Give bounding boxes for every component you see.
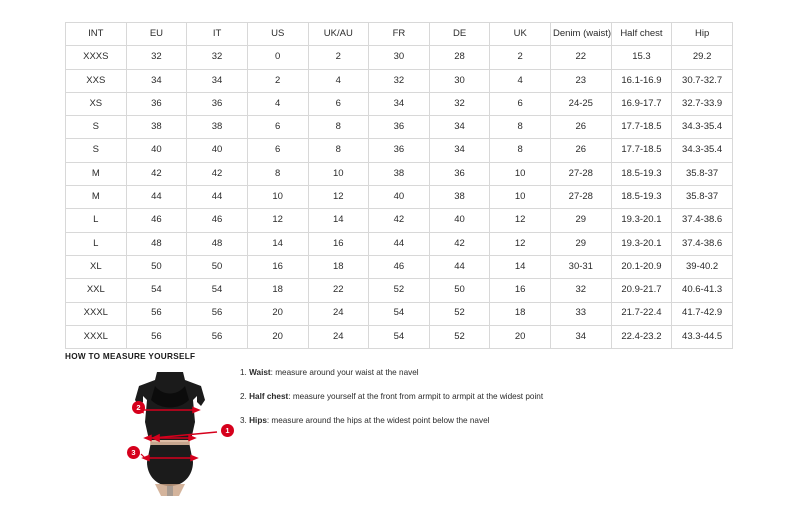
table-cell: 34 [126, 69, 187, 92]
table-cell: 44 [126, 186, 187, 209]
table-header-cell: Hip [672, 23, 733, 46]
table-cell: 19.3-20.1 [611, 209, 672, 232]
table-cell: 27-28 [551, 162, 612, 185]
table-cell: 18 [247, 279, 308, 302]
measure-note [240, 416, 720, 426]
table-cell: S [66, 116, 127, 139]
table-cell: 4 [490, 69, 551, 92]
table-cell: 24 [308, 325, 369, 348]
table-cell: 36 [369, 116, 430, 139]
table-cell: 40 [187, 139, 248, 162]
table-cell: 0 [247, 46, 308, 69]
table-cell: 8 [247, 162, 308, 185]
table-cell: 12 [247, 209, 308, 232]
table-cell: 36 [429, 162, 490, 185]
table-cell: 56 [187, 325, 248, 348]
table-cell: 40.6-41.3 [672, 279, 733, 302]
table-cell: 54 [126, 279, 187, 302]
table-cell: 54 [369, 325, 430, 348]
table-cell: M [66, 162, 127, 185]
table-cell: 16 [308, 232, 369, 255]
table-cell: 10 [247, 186, 308, 209]
table-header-cell: UK/AU [308, 23, 369, 46]
table-header-cell: UK [490, 23, 551, 46]
table-cell: 38 [187, 116, 248, 139]
table-cell: 52 [369, 279, 430, 302]
table-cell: 54 [369, 302, 430, 325]
table-cell: 37.4-38.6 [672, 232, 733, 255]
table-cell: 38 [429, 186, 490, 209]
table-cell: 38 [369, 162, 430, 185]
table-cell: 24 [308, 302, 369, 325]
table-cell: 42 [126, 162, 187, 185]
table-row [66, 325, 733, 348]
measure-note-number: 3. [240, 415, 247, 425]
table-header-cell: IT [187, 23, 248, 46]
table-cell: 34 [429, 139, 490, 162]
badge-hips: 3 [127, 446, 140, 459]
measure-note-text: : measure around the hips at the widest point below the navel [266, 415, 490, 425]
table-cell: XXXL [66, 325, 127, 348]
table-cell: 36 [187, 92, 248, 115]
table-cell: S [66, 139, 127, 162]
table-header-cell: DE [429, 23, 490, 46]
badge-waist: 1 [221, 424, 234, 437]
table-row [66, 279, 733, 302]
table-cell: 33 [551, 302, 612, 325]
table-cell: 41.7-42.9 [672, 302, 733, 325]
table-cell: 30.7-32.7 [672, 69, 733, 92]
table-cell: XXXL [66, 302, 127, 325]
measure-note-text: : measure around your waist at the navel [270, 368, 419, 377]
table-header-cell: US [247, 23, 308, 46]
table-cell: 42 [429, 232, 490, 255]
table-cell: 44 [369, 232, 430, 255]
table-cell: 17.7-18.5 [611, 139, 672, 162]
table-cell: 6 [490, 92, 551, 115]
measure-note-term: Hips [249, 415, 267, 425]
table-cell: XXS [66, 69, 127, 92]
table-cell: 44 [187, 186, 248, 209]
table-cell: 22 [308, 279, 369, 302]
table-cell: 20 [490, 325, 551, 348]
table-cell: 19.3-20.1 [611, 232, 672, 255]
table-row [66, 92, 733, 115]
table-cell: 52 [429, 302, 490, 325]
table-row [66, 209, 733, 232]
table-cell: 50 [126, 255, 187, 278]
table-cell: 6 [308, 92, 369, 115]
table-cell: 23 [551, 69, 612, 92]
table-cell: 40 [126, 139, 187, 162]
measure-notes [240, 368, 720, 440]
size-table-header [66, 23, 733, 46]
table-cell: 36 [126, 92, 187, 115]
table-cell: 26 [551, 139, 612, 162]
table-cell: 35.8-37 [672, 162, 733, 185]
table-cell: 29.2 [672, 46, 733, 69]
table-cell: 26 [551, 116, 612, 139]
table-cell: 32 [369, 69, 430, 92]
badge-half-chest: 2 [132, 401, 145, 414]
table-cell: M [66, 186, 127, 209]
table-cell: 12 [490, 209, 551, 232]
table-cell: 16.9-17.7 [611, 92, 672, 115]
table-cell: 24-25 [551, 92, 612, 115]
table-cell: 48 [187, 232, 248, 255]
table-cell: 18.5-19.3 [611, 162, 672, 185]
table-cell: L [66, 209, 127, 232]
table-row [66, 46, 733, 69]
table-row [66, 232, 733, 255]
table-cell: 37.4-38.6 [672, 209, 733, 232]
table-cell: 30 [429, 69, 490, 92]
table-row [66, 116, 733, 139]
table-cell: 42 [369, 209, 430, 232]
table-cell: 8 [308, 116, 369, 139]
table-cell: 29 [551, 209, 612, 232]
table-cell: 34.3-35.4 [672, 139, 733, 162]
measure-note-text: : measure yourself at the front from armpit to armpit at the widest point [288, 391, 544, 401]
table-cell: 44 [429, 255, 490, 278]
table-header-cell: Half chest [611, 23, 672, 46]
table-header-cell: EU [126, 23, 187, 46]
how-to-measure-title: HOW TO MEASURE YOURSELF [65, 352, 196, 361]
table-cell: 14 [490, 255, 551, 278]
table-cell: 10 [490, 186, 551, 209]
table-cell: 50 [429, 279, 490, 302]
table-cell: 34 [187, 69, 248, 92]
table-header-row [66, 23, 733, 46]
table-cell: 27-28 [551, 186, 612, 209]
table-cell: 22.4-23.2 [611, 325, 672, 348]
table-cell: 43.3-44.5 [672, 325, 733, 348]
table-cell: 28 [429, 46, 490, 69]
table-cell: 20.1-20.9 [611, 255, 672, 278]
table-cell: 42 [187, 162, 248, 185]
table-cell: 15.3 [611, 46, 672, 69]
table-cell: 32 [429, 92, 490, 115]
table-cell: XL [66, 255, 127, 278]
table-cell: 36 [369, 139, 430, 162]
table-cell: 46 [369, 255, 430, 278]
table-cell: 2 [490, 46, 551, 69]
table-cell: 4 [247, 92, 308, 115]
table-header-cell: Denim (waist) [551, 23, 612, 46]
table-cell: 21.7-22.4 [611, 302, 672, 325]
table-cell: 32.7-33.9 [672, 92, 733, 115]
measure-note-number: 2. [240, 391, 247, 401]
table-cell: 40 [429, 209, 490, 232]
table-cell: 10 [308, 162, 369, 185]
mannequin-illustration [105, 366, 235, 496]
table-row [66, 162, 733, 185]
table-row [66, 186, 733, 209]
table-cell: 20 [247, 302, 308, 325]
table-cell: 16 [247, 255, 308, 278]
table-cell: 54 [187, 279, 248, 302]
table-row [66, 69, 733, 92]
table-cell: 18 [490, 302, 551, 325]
table-cell: 50 [187, 255, 248, 278]
table-cell: 6 [247, 116, 308, 139]
table-cell: 34 [369, 92, 430, 115]
table-cell: 39-40.2 [672, 255, 733, 278]
how-to-measure-section [65, 366, 735, 506]
table-cell: 14 [308, 209, 369, 232]
table-cell: 4 [308, 69, 369, 92]
table-cell: XXXS [66, 46, 127, 69]
measure-note-term: Waist [249, 368, 271, 377]
table-cell: 46 [187, 209, 248, 232]
table-cell: 22 [551, 46, 612, 69]
size-table-body [66, 46, 733, 349]
table-cell: 16 [490, 279, 551, 302]
table-row [66, 139, 733, 162]
table-cell: 56 [187, 302, 248, 325]
size-table-container [65, 22, 733, 349]
table-header-cell: FR [369, 23, 430, 46]
table-cell: 34 [551, 325, 612, 348]
table-cell: 12 [308, 186, 369, 209]
table-cell: 8 [490, 116, 551, 139]
table-cell: 16.1-16.9 [611, 69, 672, 92]
table-cell: 32 [551, 279, 612, 302]
table-cell: 40 [369, 186, 430, 209]
table-cell: 52 [429, 325, 490, 348]
table-cell: 2 [247, 69, 308, 92]
table-cell: 30-31 [551, 255, 612, 278]
mannequin-svg [105, 366, 235, 496]
table-cell: 20 [247, 325, 308, 348]
table-cell: 6 [247, 139, 308, 162]
table-cell: XS [66, 92, 127, 115]
table-cell: 8 [490, 139, 551, 162]
table-cell: 46 [126, 209, 187, 232]
table-row [66, 255, 733, 278]
table-cell: 56 [126, 325, 187, 348]
table-cell: 38 [126, 116, 187, 139]
measure-note [240, 368, 720, 378]
table-cell: 10 [490, 162, 551, 185]
table-header-cell: INT [66, 23, 127, 46]
table-cell: 18 [308, 255, 369, 278]
table-cell: L [66, 232, 127, 255]
table-cell: 30 [369, 46, 430, 69]
table-cell: 56 [126, 302, 187, 325]
table-cell: 48 [126, 232, 187, 255]
table-cell: 34 [429, 116, 490, 139]
table-cell: 32 [126, 46, 187, 69]
table-cell: 18.5-19.3 [611, 186, 672, 209]
table-cell: 17.7-18.5 [611, 116, 672, 139]
table-cell: 2 [308, 46, 369, 69]
measure-note-number: 1. [240, 368, 247, 377]
table-cell: 34.3-35.4 [672, 116, 733, 139]
table-cell: XXL [66, 279, 127, 302]
table-cell: 20.9-21.7 [611, 279, 672, 302]
table-cell: 29 [551, 232, 612, 255]
table-cell: 35.8-37 [672, 186, 733, 209]
measure-note-term: Half chest [249, 391, 289, 401]
measure-note [240, 392, 720, 402]
table-cell: 12 [490, 232, 551, 255]
table-cell: 8 [308, 139, 369, 162]
table-row [66, 302, 733, 325]
table-cell: 14 [247, 232, 308, 255]
size-table [65, 22, 733, 349]
table-cell: 32 [187, 46, 248, 69]
